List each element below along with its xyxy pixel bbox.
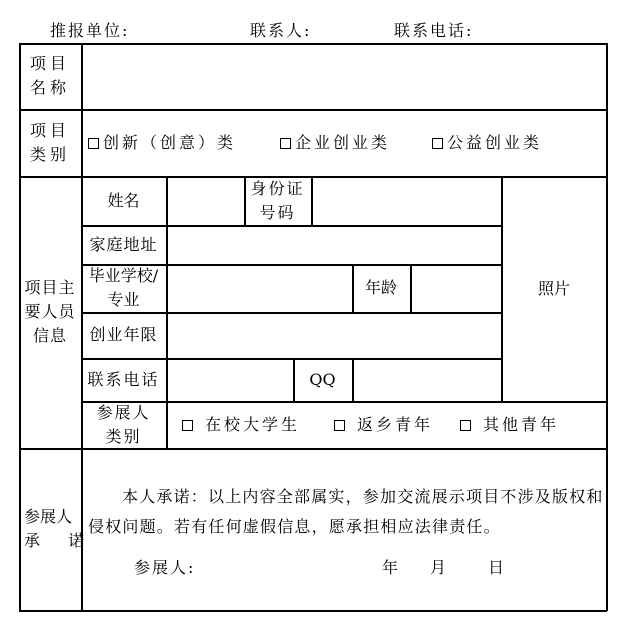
checkbox-icon[interactable] [182,420,193,431]
table-border-bottom [19,610,607,612]
contact-person-label: 联系人: [250,21,312,40]
name-field[interactable] [167,177,244,225]
participant-option-other-youth[interactable]: 其他青年 [460,402,590,448]
id-number-field[interactable] [312,177,501,225]
checkbox-icon[interactable] [280,138,291,149]
checkbox-icon[interactable] [460,420,471,431]
participant-option-student[interactable]: 在校大学生 [182,402,322,448]
project-name-label-line1: 项目 [29,54,70,73]
category-option-innovation[interactable]: 创新（创意）类 [88,110,258,176]
project-name-field[interactable] [82,44,606,109]
project-category-label-line2: 类别 [29,144,70,164]
reporting-unit-label: 推报单位: [50,21,130,40]
address-field[interactable] [167,226,501,264]
checkbox-icon[interactable] [334,420,345,431]
checkbox-icon[interactable] [432,138,443,149]
project-category-label-line1: 项目 [29,120,70,140]
pledge-label: 参展人 承 诺 [24,507,91,550]
school-major-field[interactable] [167,265,352,312]
qq-label: QQ [309,369,336,389]
phone-label: 联系电话 [87,369,160,389]
phone-field[interactable] [167,359,293,401]
startup-years-field[interactable] [167,313,501,358]
table-border-right [606,43,608,611]
contact-phone-label: 联系电话: [394,21,474,40]
project-name-label-line2: 名称 [29,78,70,97]
photo-placeholder[interactable] [502,177,606,401]
age-field[interactable] [411,265,501,312]
project-category-label [19,109,81,176]
date-day-label: 日 [487,558,504,577]
pledge-text: 本人承诺：以上内容全部属实，参加交流展示项目不涉及版权和侵权问题。若有任何虚假信息，愿承担相应法律责任。 [88,487,604,536]
school-major-label: 毕业学校/ 专业 [88,266,159,309]
qq-field[interactable] [353,359,501,401]
checkbox-icon[interactable] [88,138,99,149]
age-label: 年龄 [364,278,397,297]
participant-option-returning-youth[interactable]: 返乡青年 [334,402,454,448]
person-info-section-label: 项目主 要人员 信息 [24,278,76,345]
category-option-enterprise[interactable]: 企业创业类 [280,110,410,176]
participant-type-label: 参展人 类别 [96,402,151,446]
date-month-label: 月 [429,558,446,577]
project-name-label [19,43,81,109]
signer-label: 参展人: [134,558,196,577]
photo-label: 照片 [537,279,570,298]
startup-years-label: 创业年限 [89,325,158,344]
id-number-label: 身份证 号码 [250,178,305,222]
name-label: 姓名 [107,190,140,210]
category-option-public-welfare[interactable]: 公益创业类 [432,110,562,176]
address-label: 家庭地址 [89,234,158,254]
date-year-label: 年 [381,558,398,577]
